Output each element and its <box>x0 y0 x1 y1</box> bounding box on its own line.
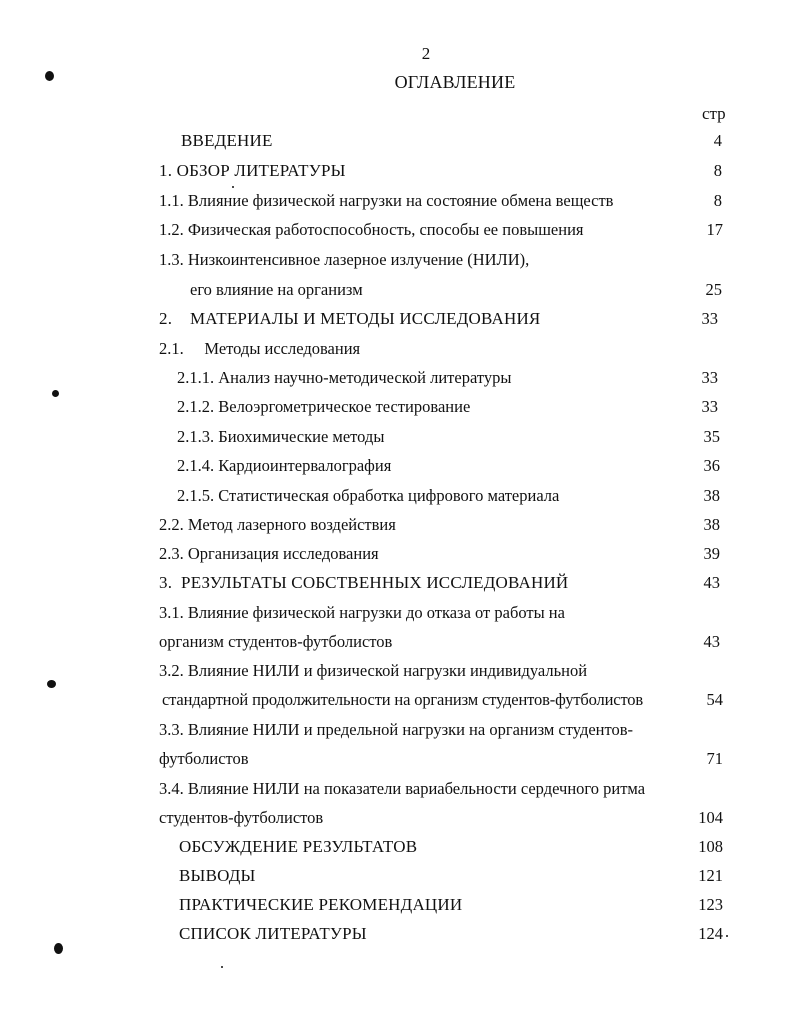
toc-entry-label: 3.2. Влияние НИЛИ и физической нагрузки индивидуальной <box>159 661 588 680</box>
toc-entry <box>0 365 796 391</box>
toc-entry-page: 124 <box>698 924 723 943</box>
toc-entry-label: студентов-футболистов <box>159 808 324 827</box>
toc-entry-label: ПРАКТИЧЕСКИЕ РЕКОМЕНДАЦИИ <box>179 895 463 914</box>
scan-speck <box>45 71 54 81</box>
toc-entry-label: организм студентов-футболистов <box>159 632 393 651</box>
toc-entry <box>0 247 796 273</box>
toc-entry <box>0 424 796 450</box>
toc-entry-page: 121 <box>698 866 723 885</box>
toc-entry-page: 8 <box>713 161 722 180</box>
toc-entry-label: 2.2. Метод лазерного воздействия <box>159 515 396 534</box>
toc-entry <box>0 629 796 655</box>
toc-entry-page: 35 <box>703 427 720 446</box>
toc-entry <box>0 921 796 947</box>
toc-entry <box>0 687 796 713</box>
toc-entry <box>0 658 796 684</box>
toc-entry <box>0 746 796 772</box>
toc-entry <box>0 158 796 184</box>
toc-entry <box>0 277 796 303</box>
toc-entry-label: ВЫВОДЫ <box>179 866 256 885</box>
toc-entry-page: 54 <box>706 690 723 709</box>
toc-entry-label: 2.1.3. Биохимические методы <box>177 427 385 446</box>
toc-entry-page: 25 <box>705 280 722 299</box>
toc-entry <box>0 863 796 889</box>
toc-entry <box>0 570 796 596</box>
scan-speck <box>726 935 728 937</box>
toc-entry <box>0 453 796 479</box>
toc-entry <box>0 717 796 743</box>
scan-speck <box>52 390 59 397</box>
toc-entry-label: 3.3. Влияние НИЛИ и предельной нагрузки на организм студентов- <box>159 720 634 739</box>
toc-entry-page: 36 <box>703 456 720 475</box>
toc-entry-label: 2.1. Методы исследования <box>159 339 361 358</box>
toc-entry-label: 1.1. Влияние физической нагрузки на состояние обмена веществ <box>159 191 614 210</box>
toc-entry-label: 3.1. Влияние физической нагрузки до отказа от работы на <box>159 603 565 622</box>
toc-entry <box>0 512 796 538</box>
toc-entry-page: 33 <box>701 397 718 416</box>
toc-entry-page: 38 <box>703 515 720 534</box>
toc-entry <box>0 776 796 802</box>
toc-entry <box>0 394 796 420</box>
toc-entry-page: 108 <box>698 837 723 856</box>
toc-entry <box>0 336 796 362</box>
page-title: ОГЛАВЛЕНИЕ <box>394 72 516 92</box>
toc-entry-label: 3. РЕЗУЛЬТАТЫ СОБСТВЕННЫХ ИССЛЕДОВАНИЙ <box>159 573 569 592</box>
toc-entry-label: 1.3. Низкоинтенсивное лазерное излучение (НИЛИ), <box>159 250 530 269</box>
toc-entry-page: 17 <box>706 220 723 239</box>
toc-entry-page: 43 <box>703 632 720 651</box>
toc-entry-label: стандартной продолжительности на организм студентов-футболистов <box>162 690 644 709</box>
toc-entry-label: ВВЕДЕНИЕ <box>181 131 273 150</box>
toc-entry <box>0 805 796 831</box>
toc-entry-page: 39 <box>703 544 720 563</box>
page-number: 2 <box>421 44 431 63</box>
toc-entry-label: его влияние на организм <box>190 280 363 299</box>
page-column-header: стр <box>702 104 726 123</box>
toc-entry-label: СПИСОК ЛИТЕРАТУРЫ <box>179 924 367 943</box>
toc-entry-page: 4 <box>713 131 722 150</box>
toc-entry <box>0 541 796 567</box>
toc-entry-page: 123 <box>698 895 723 914</box>
toc-entry-page: 38 <box>703 486 720 505</box>
toc-entry <box>0 600 796 626</box>
scan-speck <box>232 186 234 188</box>
toc-entry-page: 33 <box>701 309 718 328</box>
toc-entry-label: ОБСУЖДЕНИЕ РЕЗУЛЬТАТОВ <box>179 837 418 856</box>
toc-entry-label: 1.2. Физическая работоспособность, способы ее повышения <box>159 220 584 239</box>
toc-entry-page: 104 <box>698 808 723 827</box>
toc-entry-page: 8 <box>713 191 722 210</box>
toc-entry-label: 2. МАТЕРИАЛЫ И МЕТОДЫ ИССЛЕДОВАНИЯ <box>159 309 541 328</box>
toc-entry-label: 2.3. Организация исследования <box>159 544 379 563</box>
toc-entry <box>0 892 796 918</box>
toc-entry-introduction <box>0 128 796 154</box>
scan-speck <box>47 680 56 688</box>
toc-entry-label: 1. ОБЗОР ЛИТЕРАТУРЫ <box>159 161 346 180</box>
toc-entry-label: 2.1.2. Велоэргометрическое тестирование <box>177 397 471 416</box>
toc-entry <box>0 306 796 332</box>
scan-speck <box>54 943 63 954</box>
toc-entry-label: футболистов <box>159 749 249 768</box>
toc-entry-label: 2.1.1. Анализ научно-методической литературы <box>177 368 512 387</box>
toc-entry-label: 2.1.4. Кардиоинтервалография <box>177 456 392 475</box>
toc-entry-label: 2.1.5. Статистическая обработка цифрового материала <box>177 486 560 505</box>
toc-entry-page: 43 <box>703 573 720 592</box>
toc-entry-page: 71 <box>706 749 723 768</box>
toc-entry <box>0 217 796 243</box>
toc-entry-page: 33 <box>701 368 718 387</box>
toc-entry <box>0 188 796 214</box>
toc-entry <box>0 483 796 509</box>
toc-entry <box>0 834 796 860</box>
scan-speck <box>221 966 223 968</box>
toc-entry-label: 3.4. Влияние НИЛИ на показатели вариабельности сердечного ритма <box>159 779 646 798</box>
